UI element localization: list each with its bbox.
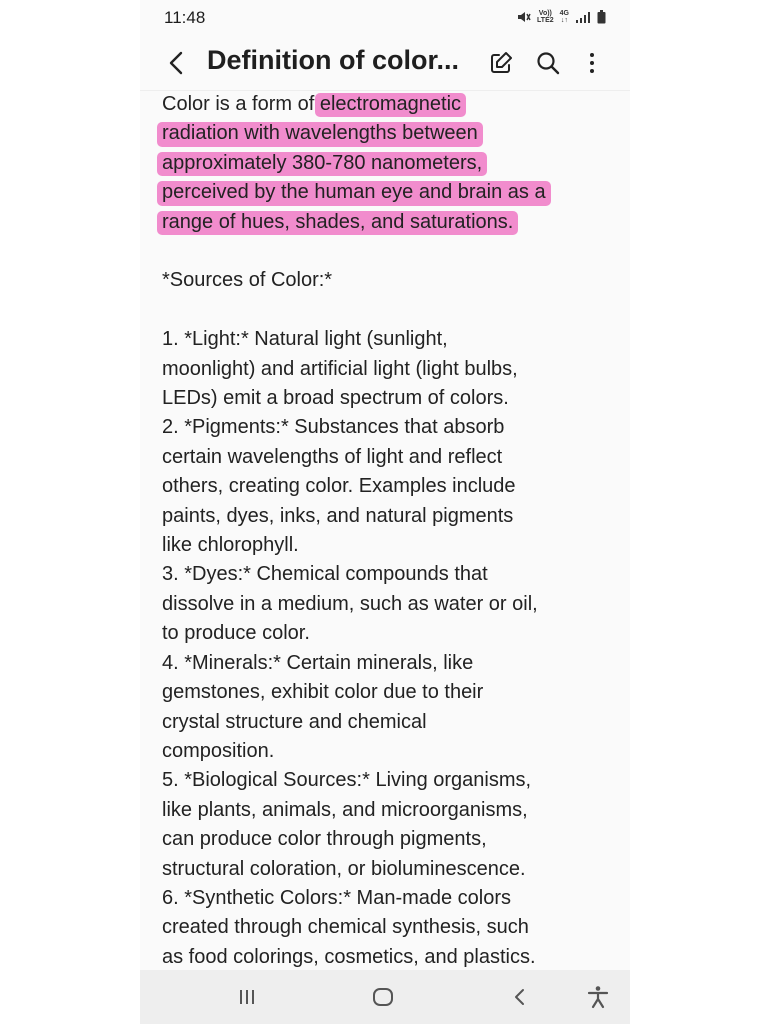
search-icon: [533, 48, 563, 78]
battery-icon: [597, 10, 606, 24]
nav-back-button[interactable]: [505, 982, 535, 1012]
intro-line-1: [162, 90, 622, 119]
highlighted-text: radiation with wavelengths between: [162, 119, 478, 148]
body-line: LEDs) emit a broad spectrum of colors.: [162, 387, 509, 410]
search-button[interactable]: [533, 48, 563, 78]
body-line: dissolve in a medium, such as water or oil,: [162, 592, 538, 615]
highlighted-text: electromagnetic: [320, 90, 461, 119]
accessibility-icon: [583, 982, 613, 1012]
body-line: structural coloration, or bioluminescence.: [162, 857, 526, 880]
note-body[interactable]: [162, 90, 622, 972]
status-icons: [517, 8, 606, 26]
status-bar: [140, 0, 630, 34]
body-line: can produce color through pigments,: [162, 828, 487, 851]
intro-prefix: Color is a form of: [162, 93, 320, 115]
navigation-bar: [140, 970, 630, 1024]
body-line: as food colorings, cosmetics, and plastics.: [162, 945, 536, 968]
body-line: gemstones, exhibit color due to their: [162, 681, 484, 704]
body-line: like plants, animals, and microorganisms,: [162, 798, 528, 821]
phone-screen: [140, 0, 630, 1024]
volte-label: Vo)): [538, 10, 552, 17]
body-line: like chlorophyll.: [162, 534, 299, 557]
body-line: paints, dyes, inks, and natural pigments: [162, 504, 514, 527]
recent-apps-icon: [232, 982, 262, 1012]
lte-label: LTE2: [537, 17, 554, 24]
chevron-left-icon: [162, 48, 192, 78]
edit-button[interactable]: [486, 48, 516, 78]
body-line: moonlight) and artificial light (light bulbs,: [162, 357, 518, 380]
mute-icon: [517, 10, 531, 24]
status-time: 11:48: [164, 8, 206, 27]
network-label: 4G: [559, 10, 569, 17]
recent-apps-button[interactable]: [232, 982, 262, 1012]
more-options-button[interactable]: [577, 48, 607, 78]
body-line: 6. *Synthetic Colors:* Man-made colors: [162, 886, 512, 909]
edit-icon: [486, 48, 516, 78]
body-line: 4. *Minerals:* Certain minerals, like: [162, 651, 474, 674]
body-line: 2. *Pigments:* Substances that absorb: [162, 416, 505, 439]
more-vertical-icon: [577, 48, 607, 78]
intro-line-5: [162, 208, 622, 237]
body-line: 1. *Light:* Natural light (sunlight,: [162, 328, 448, 351]
nav-back-icon: [505, 982, 535, 1012]
intro-line-3: [162, 149, 622, 178]
body-line: created through chemical synthesis, such: [162, 916, 529, 939]
accessibility-button[interactable]: [583, 982, 613, 1012]
back-button[interactable]: [162, 48, 192, 78]
app-header: [140, 36, 630, 91]
highlighted-text: range of hues, shades, and saturations.: [162, 208, 513, 237]
body-line: 5. *Biological Sources:* Living organisms,: [162, 769, 532, 792]
body-line: 3. *Dyes:* Chemical compounds that: [162, 563, 488, 586]
intro-line-2: [162, 119, 622, 148]
body-line: composition.: [162, 739, 275, 762]
signal-icon: [575, 11, 591, 23]
lte-indicator: [537, 10, 554, 24]
sources-heading: *Sources of Color:*: [162, 269, 333, 292]
body-line: to produce color.: [162, 622, 310, 645]
home-button[interactable]: [368, 982, 398, 1012]
highlighted-text: approximately 380-780 nanometers,: [162, 149, 482, 178]
body-line: certain wavelengths of light and reflect: [162, 445, 503, 468]
intro-line-4: [162, 178, 622, 207]
page-title: Definition of color...: [207, 45, 459, 75]
network-type: 4G ↓↑: [559, 10, 569, 24]
body-line: crystal structure and chemical: [162, 710, 427, 733]
highlighted-text: perceived by the human eye and brain as a: [162, 178, 546, 207]
home-icon: [368, 982, 398, 1012]
body-line: others, creating color. Examples include: [162, 475, 516, 498]
